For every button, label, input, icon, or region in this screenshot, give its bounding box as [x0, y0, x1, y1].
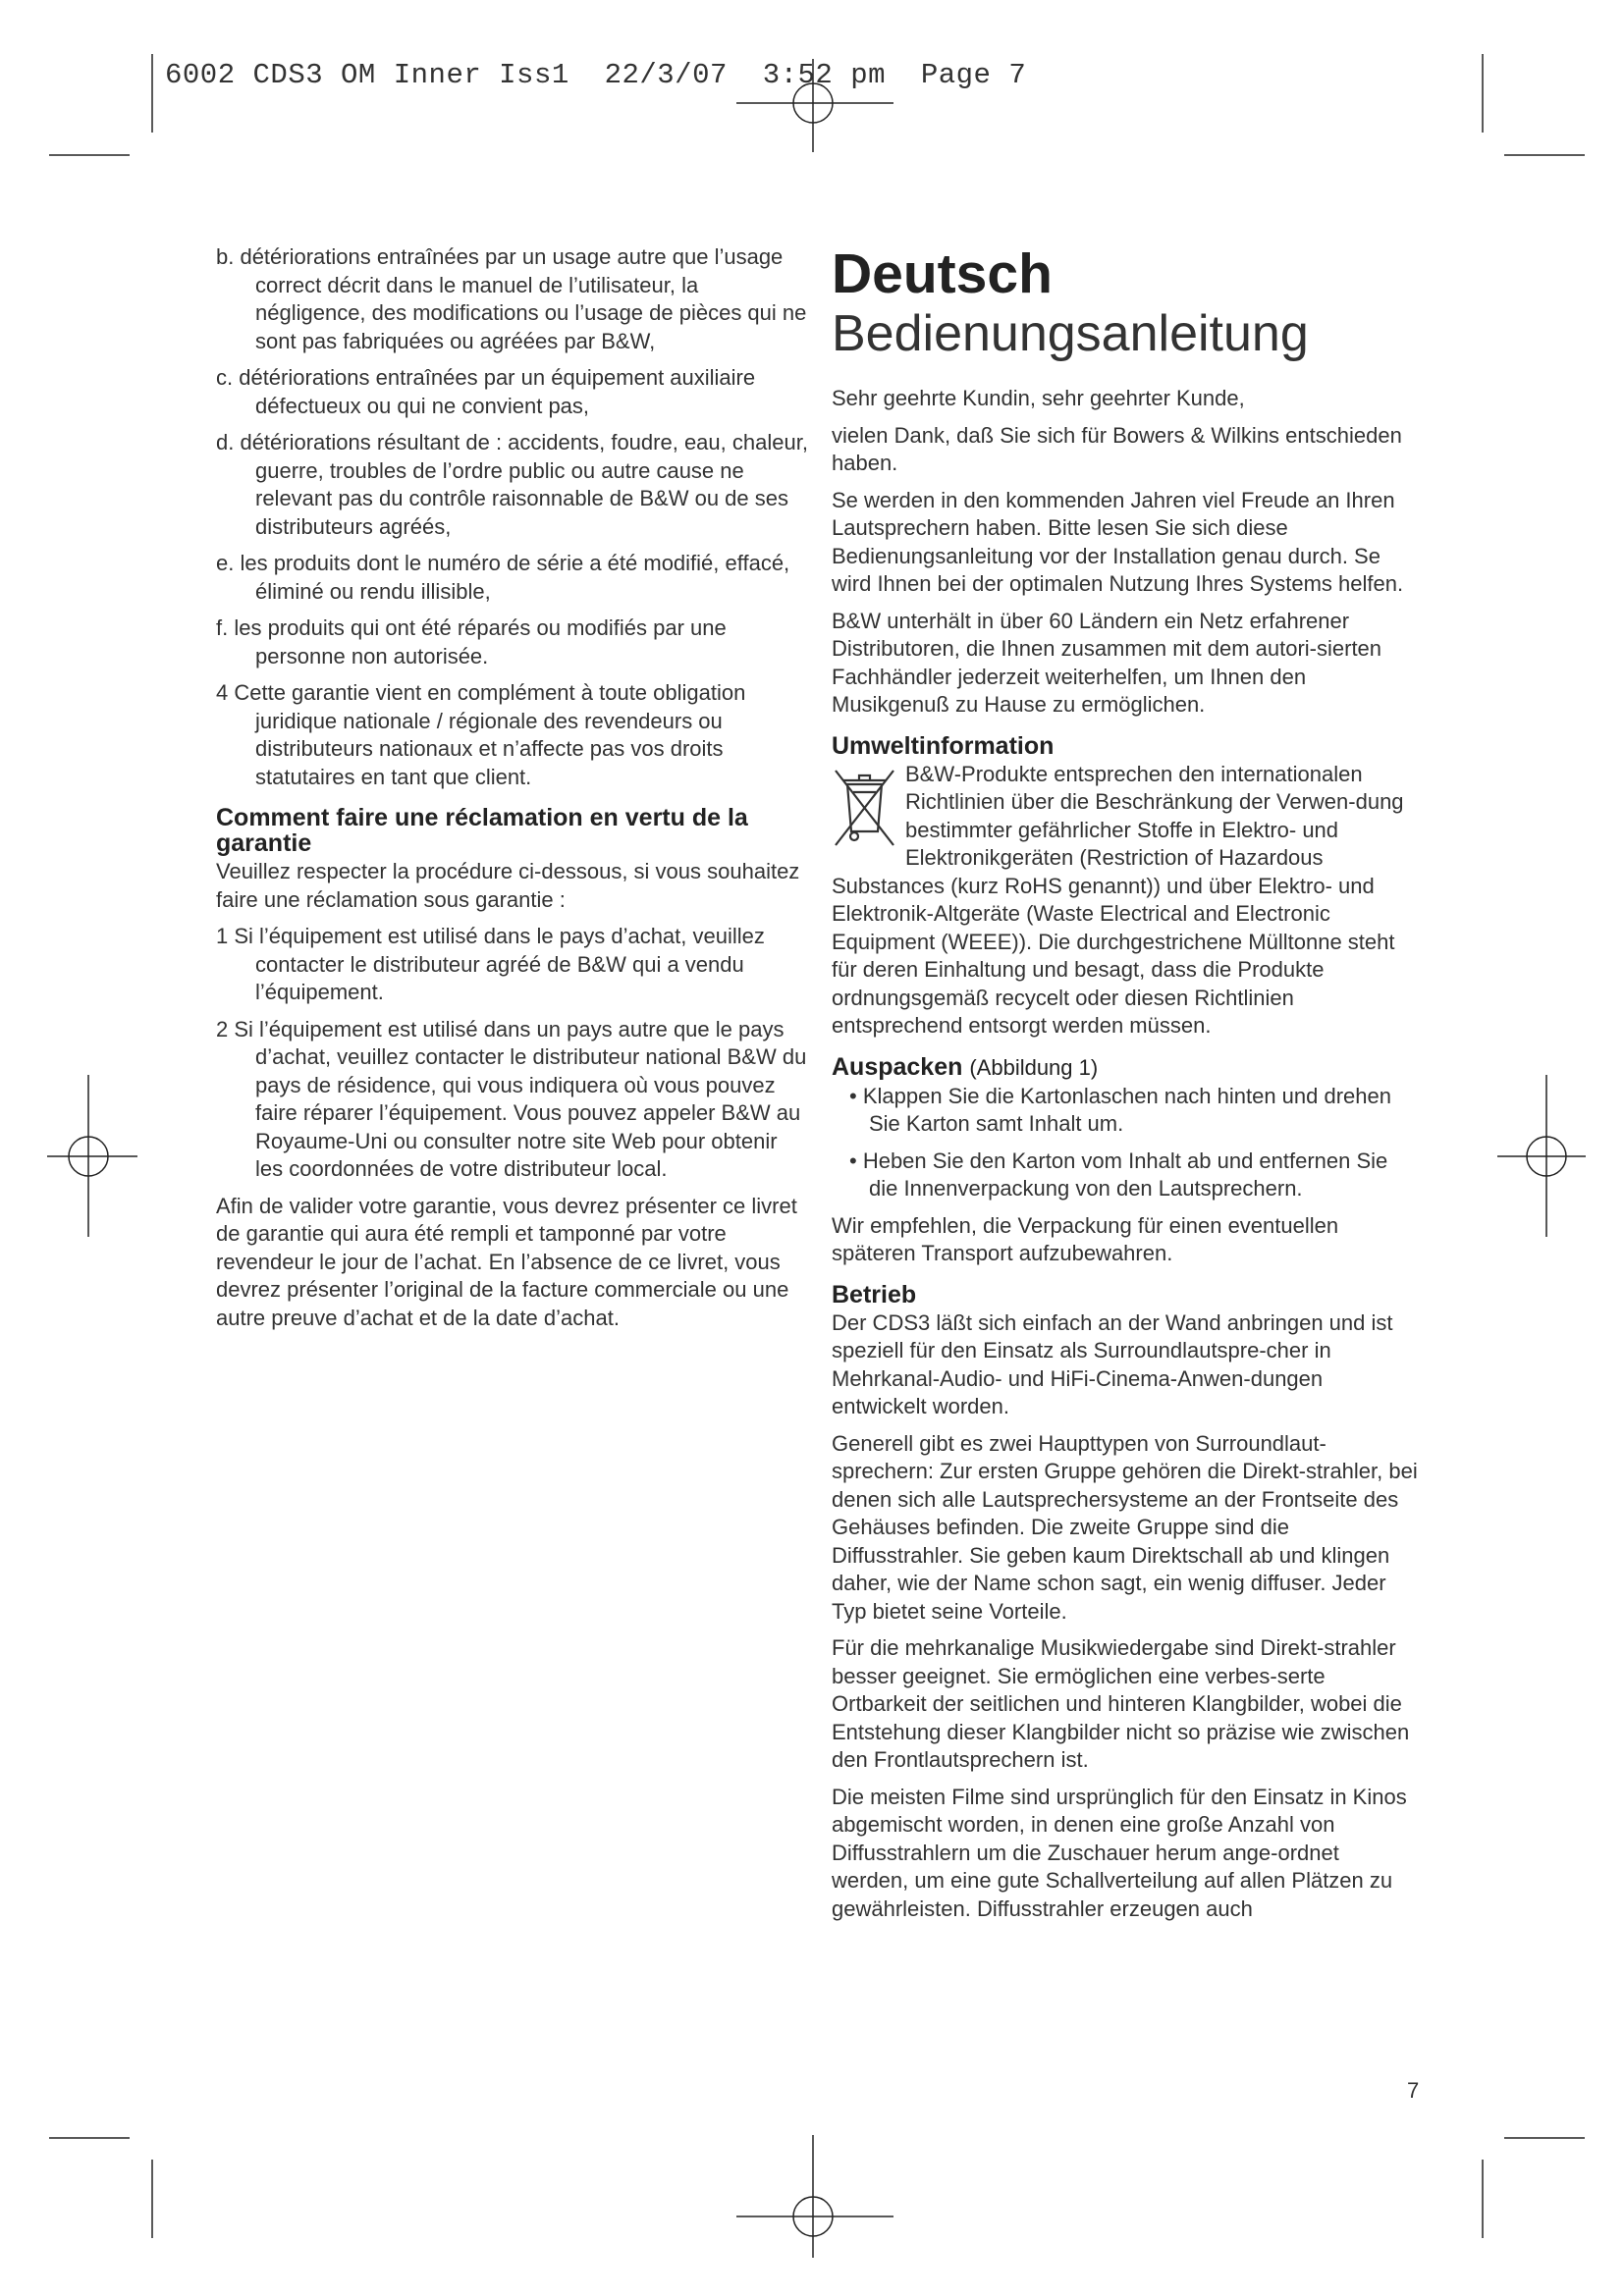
warranty-claim-intro: Veuillez respecter la procédure ci-dessous, si vous souhaitez faire une réclamation sous garantie : [216, 859, 800, 912]
registration-mark-left [47, 1075, 137, 1237]
list-item-e: e. les produits dont le numéro de série a été modifié, effacé, éliminé ou rendu illisible, [216, 551, 790, 604]
manual-subtitle: Bedienungsanleitung [832, 305, 1309, 362]
claim-step-2: 2 Si l’équipement est utilisé dans un pays autre que le pays d’achat, veuillez contacter le distributeur national B&W du pays de résidence, qui vous indiquera où vous pouvez faire réparer l’équipement. Vous pouvez appeler B&W au Royaume-Uni ou consulter notre site Web pour obtenir les coordonnées de votre distributeur local. [216, 1016, 807, 1181]
environment-heading: Umweltinformation [832, 731, 1055, 760]
printer-slug-line: 6002 CDS3 OM Inner Iss1 22/3/07 3:52 pm Page 7 [165, 59, 1027, 91]
list-item-4: 4 Cette garantie vient en complément à toute obligation juridique nationale / régionale des revendeurs ou distributeurs nationaux et n’affecte pas vos droits statutaires en tant que client. [216, 680, 746, 789]
registration-mark-right [1497, 1075, 1586, 1237]
warranty-claim-heading: Comment faire une réclamation en vertu de la garantie [216, 804, 748, 857]
list-item-d: d. détériorations résultant de : accidents, foudre, eau, chaleur, guerre, troubles de l’ordre public ou autre cause ne relevant pas du contrôle raisonnable de B&W ou de ses distributeurs agréés, [216, 430, 808, 539]
intro-paragraph-2: Se werden in den kommenden Jahren viel Freude an Ihren Lautsprechern haben. Bitte lesen Sie sich diese Bedienungsanleitung vor der Installation genau durch. Se wird Ihnen bei der optimalen Nutzung Ihres Systems helfen. [832, 487, 1404, 596]
unpacking-note: Wir empfehlen, die Verpackung für einen eventuellen späteren Transport aufzubewahren. [832, 1212, 1339, 1265]
operation-heading: Betrieb [832, 1280, 917, 1308]
list-item-f: f. les produits qui ont été réparés ou modifiés par une personne non autorisée. [216, 615, 727, 668]
list-item-b: b. détériorations entraînées par un usage autre que l’usage correct décrit dans le manuel de l’utilisateur, la négligence, des modifications ou l’usage de pièces qui ne sont pas fabriquées ou agréées par B&W, [216, 244, 807, 353]
unpacking-bullet-1: • Klappen Sie die Kartonlaschen nach hinten und drehen Sie Karton samt Inhalt um. [849, 1083, 1391, 1136]
intro-paragraph-1: vielen Dank, daß Sie sich für Bowers & Wilkins entschieden haben. [832, 422, 1402, 475]
operation-paragraph-3: Für die mehrkanalige Musikwiedergabe sind Direkt-strahler besser geeignet. Sie ermöglichen eine verbes-serte Ortbarkeit der seitlichen und hinteren Klangbilder, wobei die Entstehung dieser Klangbilder nicht so präzise wie zwischen den Frontlautsprechern ist. [832, 1635, 1410, 1772]
language-title: Deutsch [832, 242, 1053, 305]
right-column [832, 243, 1421, 1932]
registration-mark-bottom [736, 2135, 893, 2258]
unpacking-heading [832, 1054, 1421, 1081]
operation-paragraph-1: Der CDS3 läßt sich einfach an der Wand anbringen und ist speziell für den Einsatz als Surroundlautspre-cher in Mehrkanal-Audio- und HiFi-Cinema-Anwen-dungen entwickelt worden. [832, 1309, 1393, 1418]
operation-paragraph-4: Die meisten Filme sind ursprünglich für den Einsatz in Kinos abgemischt worden, in denen eine große Anzahl von Diffusstrahlern um die Zuschauer herum ange-ordnet werden, um eine gute Schallverteilung auf allen Plätzen zu gewährleisten. Diffusstrahler erzeugen auch [832, 1784, 1407, 1921]
left-column [216, 243, 810, 1341]
salutation: Sehr geehrte Kundin, sehr geehrter Kunde, [832, 386, 1245, 410]
warranty-closing-paragraph: Afin de valider votre garantie, vous devrez présenter ce livret de garantie qui aura été rempli et tamponné par votre revendeur le jour de l’achat. En l’absence de ce livret, vous devrez présenter l’original de la facture commerciale ou une autre preuve d’achat et de la date d’achat. [216, 1193, 797, 1330]
figure-reference: (Abbildung 1) [969, 1054, 1099, 1080]
environment-section [832, 761, 1421, 1041]
page-number: 7 [1407, 2078, 1420, 2103]
unpacking-bullet-2: • Heben Sie den Karton vom Inhalt ab und entfernen Sie die Innenverpackung von den Lautsprechern. [849, 1148, 1388, 1201]
crossed-out-wheelie-bin-icon [828, 763, 901, 851]
operation-paragraph-2: Generell gibt es zwei Haupttypen von Surroundlaut-sprechern: Zur ersten Gruppe gehören die Direkt-strahler, bei denen sich alle Lautsprechersysteme an der Frontseite des Gehäuses befinden. Die zweite Gruppe sind die Diffusstrahler. Sie geben kaum Direktschall ab und klingen daher, wie der Name schon sagt, ein wenig diffuser. Jeder Typ bietet seine Vorteile. [832, 1430, 1418, 1624]
intro-paragraph-3: B&W unterhält in über 60 Ländern ein Netz erfahrener Distributoren, die Ihnen zusammen mit dem autori-sierten Fachhändler jederzeit weiterhelfen, um Ihnen den Musikgenuß zu Hause zu ermöglichen. [832, 608, 1382, 717]
unpacking-heading-text: Auspacken [832, 1052, 963, 1081]
list-item-c: c. détériorations entraînées par un équipement auxiliaire défectueux ou qui ne convient pas, [216, 365, 756, 418]
environment-text: B&W-Produkte entsprechen den internationalen Richtlinien über die Beschränkung der Verwen-dung bestimmter gefährlicher Stoffe in Elektro- und Elektronikgeräten (Restriction of Hazardous Substances (kurz RoHS genannt)) und über Elektro- und Elektronik-Altgeräte (Waste Electrical and Electronic Equipment (WEEE)). Die durchgestrichene Mülltonne steht für deren Einhaltung und besagt, dass die Produkte ordnungsgemäß recycelt oder diesen Richtlinien entsprechend entsorgt werden müssen. [832, 761, 1404, 1038]
claim-step-1: 1 Si l’équipement est utilisé dans le pays d’achat, veuillez contacter le distributeur agréé de B&W qui a vendu l’équipement. [216, 924, 765, 1004]
